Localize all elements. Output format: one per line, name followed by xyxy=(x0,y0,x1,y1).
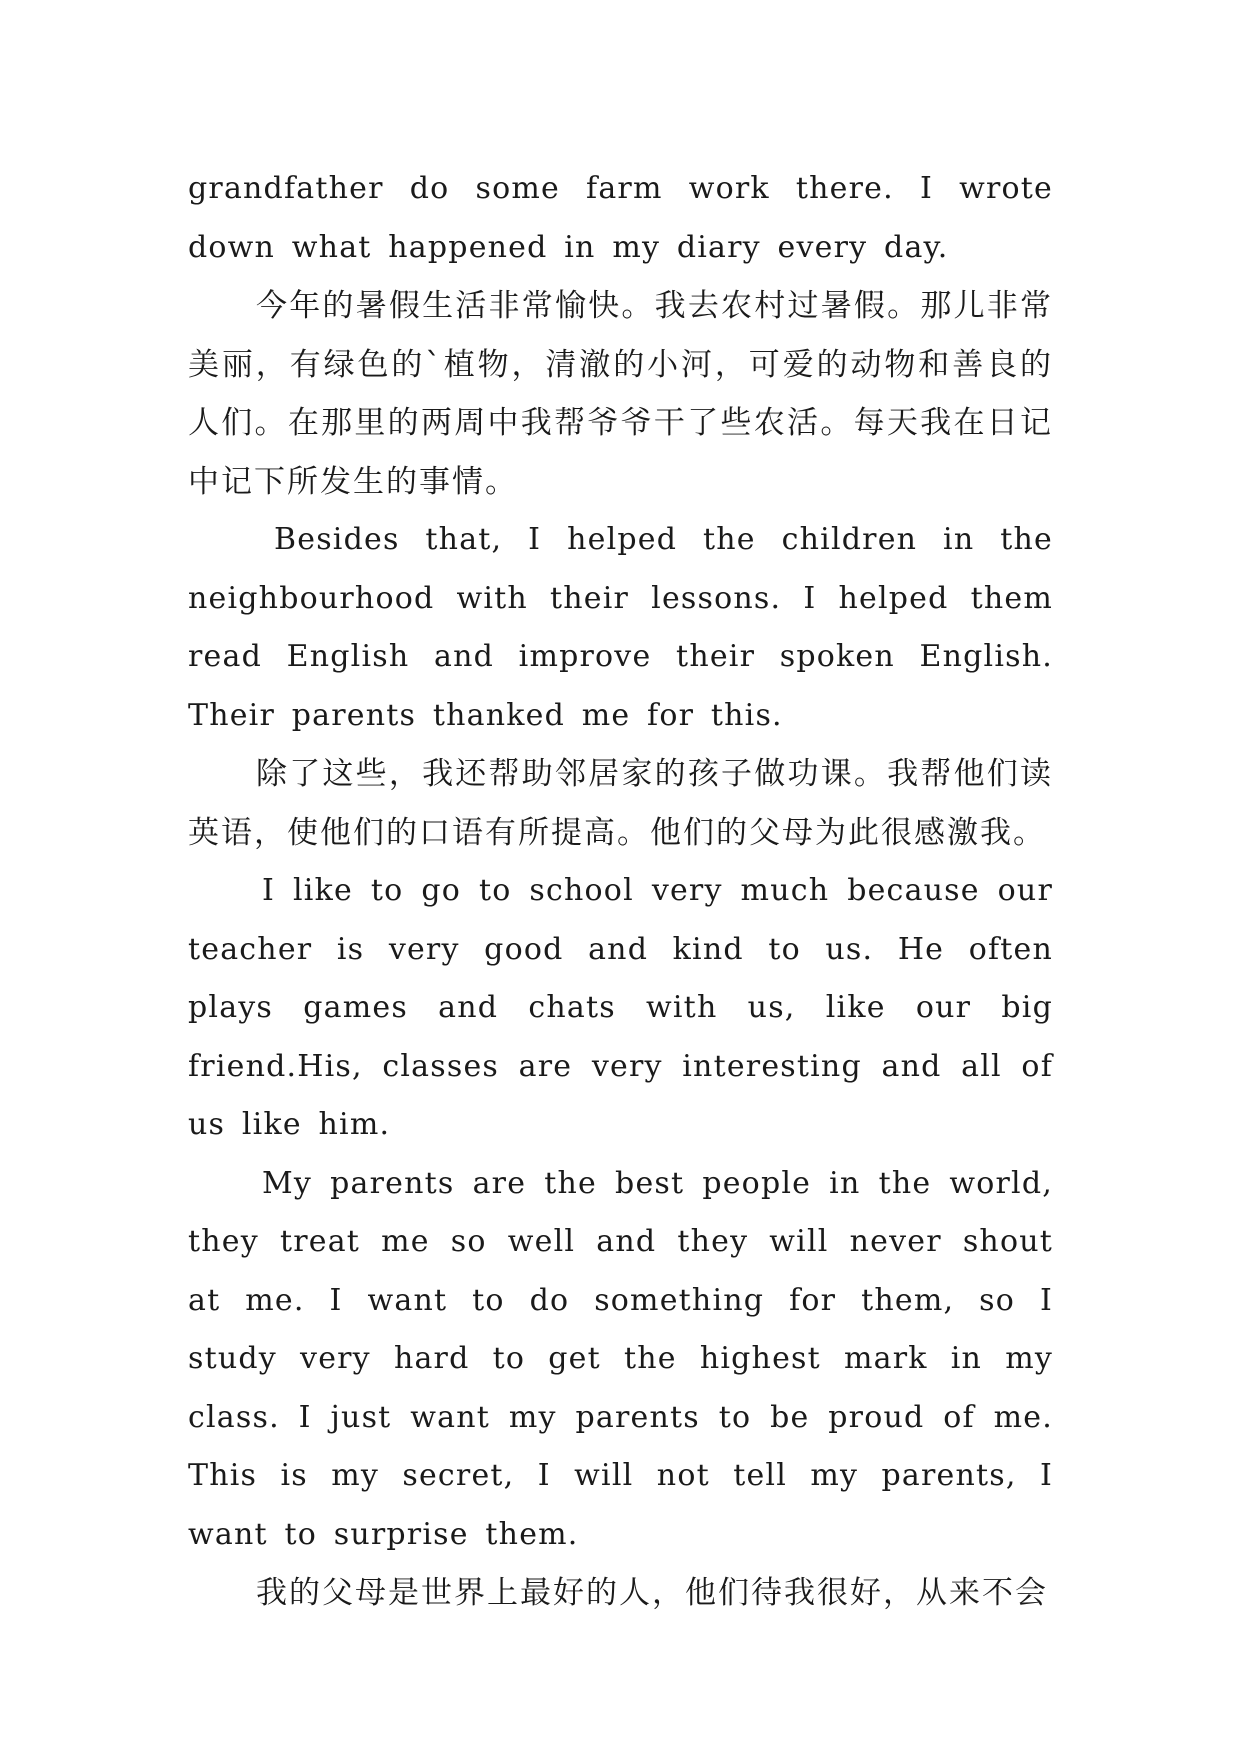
paragraph-en-1: grandfather do some farm work there. I wrote down what happened in my diary every day. xyxy=(188,171,1053,265)
paragraph-zh-3: 我的父母是世界上最好的人，他们待我很好，从来不会 xyxy=(256,1575,1048,1611)
document-page xyxy=(188,160,1053,1623)
paragraph-zh-2: 除了这些，我还帮助邻居家的孩子做功课。我帮他们读英语，使他们的口语有所提高。他们的父母为此很感激我。 xyxy=(188,756,1053,851)
paragraph-en-3: I like to go to school very much because our teacher is very good and kind to us. He often plays games and chats with us, like our big friend.His, classes are very interesting and all of us like him. xyxy=(188,873,1053,1142)
paragraph-en-2: Besides that, I helped the children in the neighbourhood with their lessons. I helped them read English and improve their spoken English. Their parents thanked me for this. xyxy=(188,522,1053,733)
paragraph-en-4: My parents are the best people in the world, they treat me so well and they will never shout at me. I want to do something for them, so I study very hard to get the highest mark in my class. I just want my parents to be proud of me. This is my secret, I will not tell my parents, I want to surprise them. xyxy=(188,1165,1053,1552)
paragraph-zh-1: 今年的暑假生活非常愉快。我去农村过暑假。那儿非常美丽，有绿色的`植物，清澈的小河，可爱的动物和善良的人们。在那里的两周中我帮爷爷干了些农活。每天我在日记中记下所发生的事情。 xyxy=(188,288,1053,500)
